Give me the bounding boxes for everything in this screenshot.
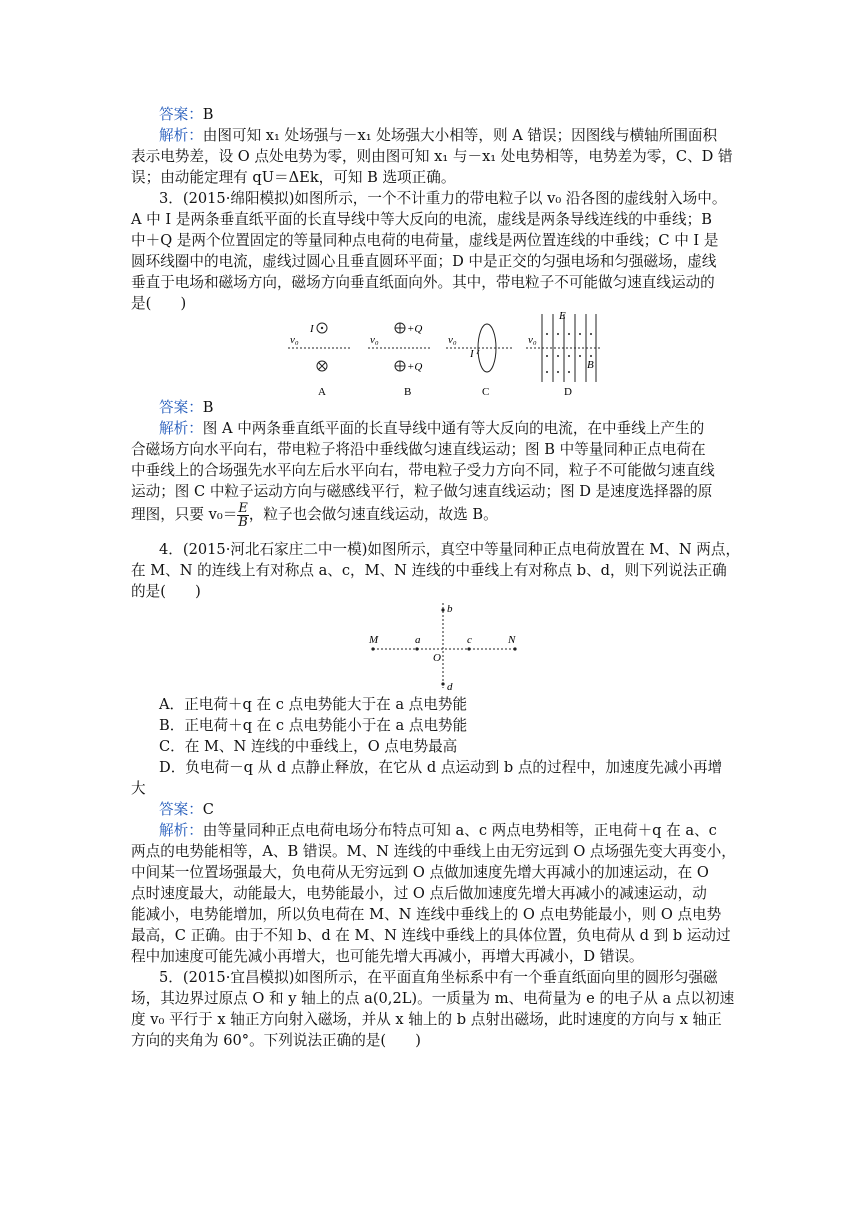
q4-answer: 答案：C bbox=[159, 801, 214, 818]
q4-option-b: B．正电荷＋q 在 c 点电势能小于在 a 点电势能 bbox=[159, 717, 468, 734]
svg-text:I: I bbox=[310, 323, 314, 335]
q4-analysis-line: 点时速度最大，动能最大，电势能最小，过 O 点后做加速度先增大再减小的减速运动，动 bbox=[131, 885, 707, 902]
q4-analysis-line: 能减小，电势能增加，所以负电荷在 M、N 连线中垂线上的 O 点电势能最小，则 O 点电势 bbox=[131, 906, 722, 923]
svg-text:+Q: +Q bbox=[407, 361, 423, 373]
panel-c-diagram bbox=[446, 324, 512, 398]
q4-stem-line: 4．(2015·河北石家庄二中一模)如图所示，真空中等量同种正点电荷放置在 M、N 两点， bbox=[159, 541, 741, 558]
panel-d-diagram bbox=[526, 310, 600, 398]
panel-label: C bbox=[482, 386, 490, 398]
svg-text:N: N bbox=[508, 634, 516, 646]
svg-text:v₀: v₀ bbox=[448, 334, 457, 346]
q2-analysis-line: 解析：由图可知 x₁ 处场强与－x₁ 处场强大小相等，则 A 错误；因图线与横轴所围面积 bbox=[159, 127, 718, 144]
q3-stem-line: 圆环线圈中的电流，虚线过圆心且垂直圆环平面；D 中是正交的匀强电场和匀强磁场，虚线 bbox=[131, 253, 717, 270]
q2-analysis-line: 误；由动能定理有 qU＝ΔEk，可知 B 选项正确。 bbox=[131, 169, 456, 186]
q2-analysis-line: 表示电势差，设 O 点处电势为零，则由图可知 x₁ 与－x₁ 处电势相等，电势差为零，C、D 错 bbox=[131, 148, 733, 165]
panel-b-diagram bbox=[368, 323, 432, 398]
svg-text:v₀: v₀ bbox=[370, 334, 379, 346]
q4-analysis-line: 最高，C 正确。由于不知 b、d 在 M、N 连线中垂线上的具体位置，负电荷从 d 到 b 运动过 bbox=[131, 927, 731, 944]
panel-label: D bbox=[564, 386, 572, 398]
q4-figure bbox=[365, 598, 525, 694]
svg-text:B: B bbox=[587, 359, 594, 371]
q4-option-c: C．在 M、N 连线的中垂线上，O 点电势最高 bbox=[159, 738, 458, 755]
svg-text:v₀: v₀ bbox=[290, 334, 299, 346]
panel-label: A bbox=[318, 386, 326, 398]
q4-option-d-cont: 大 bbox=[131, 780, 146, 797]
svg-text:M: M bbox=[369, 634, 379, 646]
q3-analysis-line: 运动；图 C 中粒子运动方向与磁感线平行，粒子做匀速直线运动；图 D 是速度选择器的原 bbox=[131, 483, 713, 500]
q4-analysis-line: 两点的电势能相等，A、B 错误。M、N 连线的中垂线上由无穷远到 O 点场强先变大再变小， bbox=[131, 843, 736, 860]
svg-text:v₀: v₀ bbox=[528, 334, 537, 346]
panel-a-diagram bbox=[288, 323, 352, 398]
fraction-e-over-b: $\frac{E}{B}$ bbox=[238, 500, 248, 530]
q5-stem-line: 方向的夹角为 60°。下列说法正确的是( ) bbox=[131, 1032, 421, 1049]
q3-stem-line: 中＋Q 是两个位置固定的等量同种点电荷的电荷量，虚线是两位置连线的中垂线；C 中 I 是 bbox=[131, 232, 719, 249]
q3-stem-line: 3．(2015·绵阳模拟)如图所示，一个不计重力的带电粒子以 v₀ 沿各图的虚线射入场中。 bbox=[159, 190, 727, 207]
svg-text:I: I bbox=[470, 348, 474, 360]
svg-text:d: d bbox=[447, 681, 453, 693]
svg-text:+Q: +Q bbox=[407, 323, 423, 335]
svg-text:b: b bbox=[447, 603, 453, 615]
q3-analysis-line: 理图，只要 v₀＝ $\frac{E}{B}$ ，粒子也会做匀速直线运动，故选 B。 bbox=[131, 500, 498, 530]
q3-stem-line: 垂直于电场和磁场方向，磁场方向垂直纸面向外。其中，带电粒子不可能做匀速直线运动的 bbox=[131, 274, 715, 291]
q3-analysis-line: 合磁场方向水平向右，带电粒子将沿中垂线做匀速直线运动；图 B 中等量同种正点电荷在 bbox=[131, 441, 706, 458]
q3-figure bbox=[280, 310, 610, 402]
q4-analysis-line: 中间某一位置场强最大，负电荷从无穷远到 O 点做加速度先增大再减小的加速运动，在 O bbox=[131, 864, 709, 881]
q3-stem-line: 是( ) bbox=[131, 295, 187, 312]
q5-stem-line: 5．(2015·宜昌模拟)如图所示，在平面直角坐标系中有一个垂直纸面向里的圆形匀强磁 bbox=[159, 969, 718, 986]
q2-answer: 答案：B bbox=[159, 106, 214, 123]
q4-stem-line: 在 M、N 的连线上有对称点 a、c，M、N 连线的中垂线上有对称点 b、d，则下列说法正确 bbox=[131, 562, 727, 579]
q5-stem-line: 场，其边界过原点 O 和 y 轴上的点 a(0,2L)。一质量为 m、电荷量为 e 的电子从 a 点以初速 bbox=[131, 990, 735, 1007]
q4-analysis-line: 解析：由等量同种正点电荷电场分布特点可知 a、c 两点电势相等，正电荷＋q 在 a、c bbox=[159, 822, 717, 839]
q4-option-d: D．负电荷－q 从 d 点静止释放，在它从 d 点运动到 b 点的过程中，加速度先减小再增 bbox=[159, 759, 723, 776]
q5-stem-line: 度 v₀ 平行于 x 轴正方向射入磁场，并从 x 轴上的 b 点射出磁场，此时速度的方向与 x 轴正 bbox=[131, 1011, 722, 1028]
q3-analysis-line: 解析：图 A 中两条垂直纸平面的长直导线中通有等大反向的电流，在中垂线上产生的 bbox=[159, 420, 705, 437]
q4-stem-line: 的是( ) bbox=[131, 583, 201, 600]
q3-analysis-line: 中垂线上的合场强先水平向左后水平向右，带电粒子受力方向不同，粒子不可能做匀速直线 bbox=[131, 462, 715, 479]
panel-label: B bbox=[404, 386, 412, 398]
svg-text:c: c bbox=[467, 634, 472, 646]
q3-answer: 答案：B bbox=[159, 399, 214, 416]
svg-text:O: O bbox=[433, 652, 441, 664]
q4-option-a: A．正电荷＋q 在 c 点电势能大于在 a 点电势能 bbox=[159, 696, 468, 713]
q4-analysis-line: 程中加速度可能先减小再增大，也可能先增大再减小，再增大再减小，D 错误。 bbox=[131, 948, 644, 965]
svg-text:E: E bbox=[559, 310, 566, 322]
svg-text:a: a bbox=[415, 634, 421, 646]
q3-stem-line: A 中 I 是两条垂直纸平面的长直导线中等大反向的电流，虚线是两条导线连线的中垂线；B bbox=[131, 211, 712, 228]
